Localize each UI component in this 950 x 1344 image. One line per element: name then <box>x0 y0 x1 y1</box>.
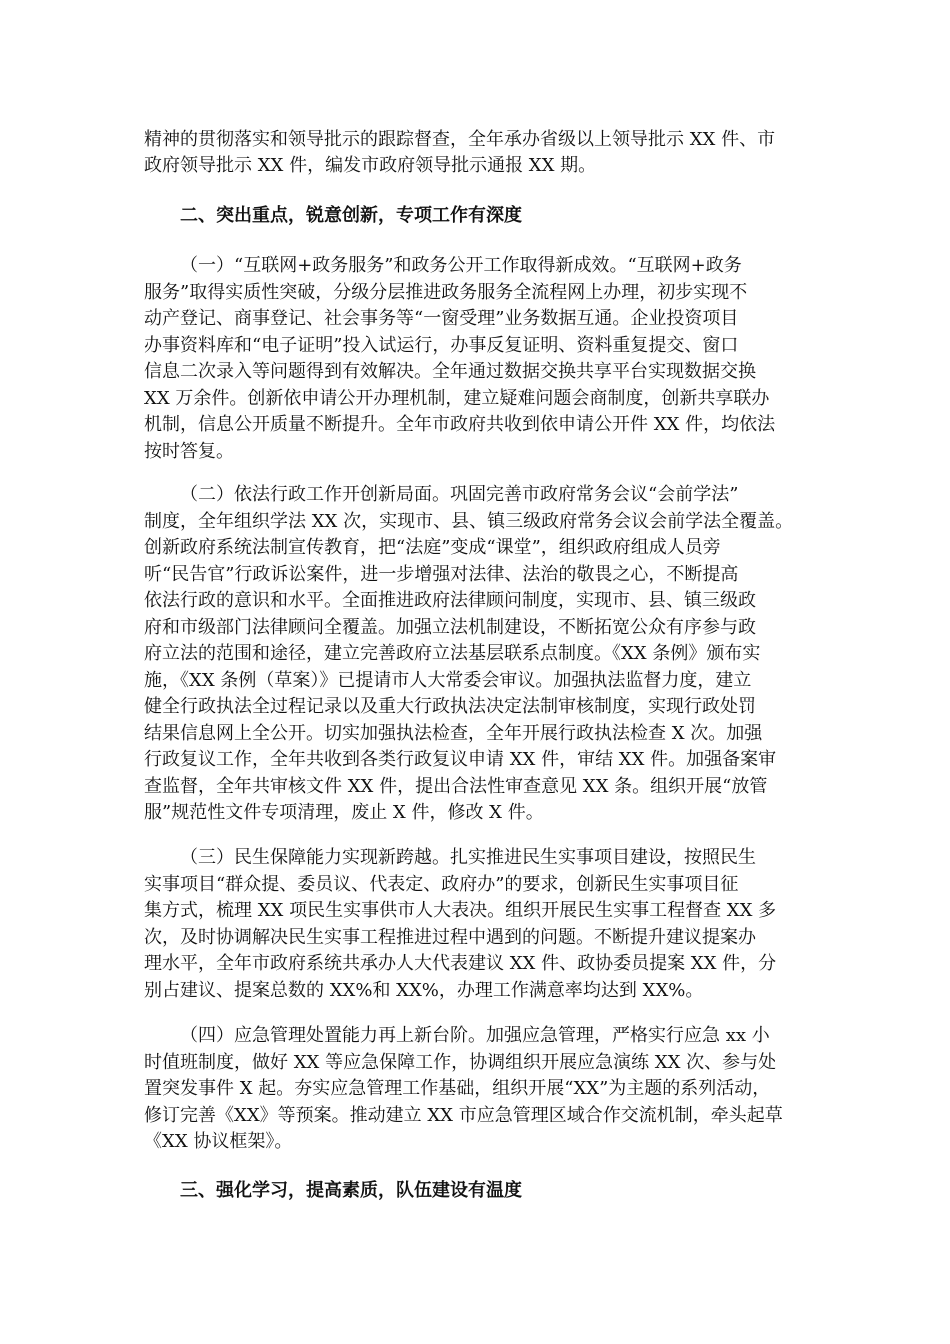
paragraph-line: 实事项目“群众提、委员议、代表定、政府办”的要求，创新民生实事项目征 <box>144 874 739 895</box>
paragraph-line: 创新政府系统法制宣传教育，把“法庭”变成“课堂”，组织政府组成人员旁 <box>144 537 721 558</box>
paragraph-line: 机制，信息公开质量不断提升。全年市政府共收到依申请公开件 XX 件，均依法 <box>144 414 776 435</box>
paragraph-line: （二）依法行政工作开创新局面。巩固完善市政府常务会议“会前学法” <box>180 484 739 505</box>
paragraph-line: 时值班制度，做好 XX 等应急保障工作，协调组织开展应急演练 XX 次、参与处 <box>144 1052 777 1073</box>
paragraph-line: 别占建议、提案总数的 XX%和 XX%，办理工作满意率均达到 XX%。 <box>144 980 704 1001</box>
paragraph-line: 修订完善《XX》等预案。推动建立 XX 市应急管理区域合作交流机制，牵头起草 <box>144 1105 783 1126</box>
intro-line: 精神的贯彻落实和领导批示的跟踪督查，全年承办省级以上领导批示 XX 件、市 <box>144 129 776 150</box>
paragraph-line: 听“民告官”行政诉讼案件，进一步增强对法律、法治的敬畏之心，不断提高 <box>144 564 739 585</box>
paragraph-line: 服务”取得实质性突破，分级分层推进政务服务全流程网上办理，初步实现不 <box>144 282 748 303</box>
paragraph-line: 《XX 协议框架》。 <box>144 1131 293 1152</box>
paragraph-line: XX 万余件。创新依申请公开办理机制，建立疑难问题会商制度，创新共享联办 <box>144 388 770 409</box>
paragraph-line: 结果信息网上全公开。切实加强执法检查，全年开展行政执法检查 X 次。加强 <box>144 723 763 744</box>
paragraph-line: 健全行政执法全过程记录以及重大行政执法决定法制审核制度，实现行政处罚 <box>144 696 756 717</box>
paragraph-line: 府立法的范围和途径，建立完善政府立法基层联系点制度。《XX 条例》颁布实 <box>144 643 761 664</box>
paragraph-line: 办事资料库和“电子证明”投入试运行，办事反复证明、资料重复提交、窗口 <box>144 335 739 356</box>
paragraph-line: 次，及时协调解决民生实事工程推进过程中遇到的问题。不断提升建议提案办 <box>144 927 756 948</box>
paragraph-line: 理水平，全年市政府系统共承办人大代表建议 XX 件、政协委员提案 XX 件，分 <box>144 953 777 974</box>
paragraph-line: （一）“互联网+政务服务”和政务公开工作取得新成效。“互联网+政务 <box>180 255 742 276</box>
paragraph-line: 置突发事件 X 起。夯实应急管理工作基础，组织开展“XX”为主题的系列活动， <box>144 1078 771 1099</box>
paragraph-line: 制度，全年组织学法 XX 次，实现市、县、镇三级政府常务会议会前学法全覆盖。 <box>144 511 794 532</box>
paragraph-line: 按时答复。 <box>144 441 234 462</box>
paragraph-line: （三）民生保障能力实现新跨越。扎实推进民生实事项目建设，按照民生 <box>180 847 756 868</box>
intro-line: 政府领导批示 XX 件，编发市政府领导批示通报 XX 期。 <box>144 155 597 176</box>
paragraph-line: 服”规范性文件专项清理，废止 X 件，修改 X 件。 <box>144 802 544 823</box>
paragraph-line: 施，《XX 条例（草案）》已提请市人大常委会审议。加强执法监督力度，建立 <box>144 670 752 691</box>
paragraph-line: 集方式，梳理 XX 项民生实事供市人大表决。组织开展民生实事工程督查 XX 多 <box>144 900 777 921</box>
paragraph-line: 查监督，全年共审核文件 XX 件，提出合法性审查意见 XX 条。组织开展“放管 <box>144 776 768 797</box>
paragraph-line: 府和市级部门法律顾问全覆盖。加强立法机制建设，不断拓宽公众有序参与政 <box>144 617 756 638</box>
section-heading: 二、突出重点，锐意创新，专项工作有深度 <box>180 205 522 226</box>
paragraph-line: 依法行政的意识和水平。全面推进政府法律顾问制度，实现市、县、镇三级政 <box>144 590 756 611</box>
paragraph-line: 行政复议工作，全年共收到各类行政复议申请 XX 件，审结 XX 件。加强备案审 <box>144 749 777 770</box>
paragraph-line: 信息二次录入等问题得到有效解决。全年通过数据交换共享平台实现数据交换 <box>144 361 756 382</box>
section-heading: 三、强化学习，提高素质，队伍建设有温度 <box>180 1180 522 1201</box>
paragraph-line: （四）应急管理处置能力再上新台阶。加强应急管理，严格实行应急 xx 小 <box>180 1025 770 1046</box>
paragraph-line: 动产登记、商事登记、社会事务等“一窗受理”业务数据互通。企业投资项目 <box>144 308 739 329</box>
